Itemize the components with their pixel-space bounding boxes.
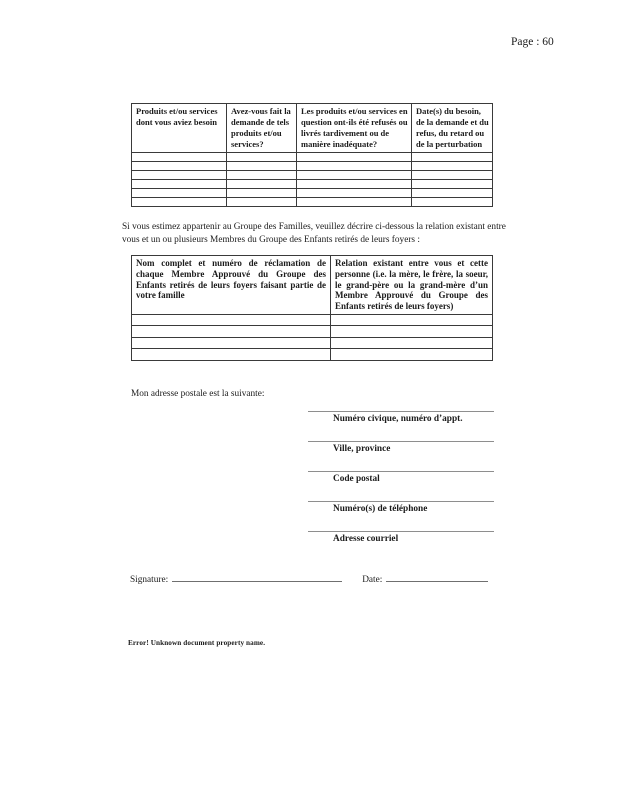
address-field-city-province <box>308 441 494 471</box>
signature-date-row <box>130 572 488 585</box>
empty-cell[interactable] <box>132 349 331 361</box>
empty-cell[interactable] <box>227 153 297 162</box>
products-services-table <box>131 103 493 207</box>
empty-cell[interactable] <box>297 162 412 171</box>
empty-row <box>132 180 493 189</box>
empty-row <box>132 171 493 180</box>
empty-cell[interactable] <box>297 153 412 162</box>
date-label: Date: <box>362 575 383 585</box>
column-header-member-name-claim: Nom complet et numéro de réclamation de chaque Membre Approuvé du Groupe des Enfants retirés de leurs foyers faisant partie de votre famille <box>132 256 331 315</box>
address-blank-line[interactable] <box>308 441 494 442</box>
empty-cell[interactable] <box>412 153 493 162</box>
column-header-relation: Relation existant entre vous et cette personne (i.e. la mère, le frère, la soeur, le grand-père ou la grand-mère d’un Membre Approuvé du Groupe des Enfants retirés de leurs foyers) <box>331 256 493 315</box>
signature-blank-line[interactable] <box>172 572 342 582</box>
empty-cell[interactable] <box>227 171 297 180</box>
address-field-label: Numéro(s) de téléphone <box>333 504 428 514</box>
signature-label: Signature: <box>130 575 169 585</box>
family-group-instruction: Si vous estimez appartenir au Groupe des Familles, veuillez décrire ci-dessous la relation existant entre vous et un ou plusieurs Membres du Groupe des Enfants retirés de leurs foyers : <box>122 222 506 245</box>
address-blank-line[interactable] <box>308 531 494 532</box>
empty-cell[interactable] <box>132 189 227 198</box>
address-blank-line[interactable] <box>308 471 494 472</box>
empty-cell[interactable] <box>331 314 493 326</box>
empty-cell[interactable] <box>297 171 412 180</box>
column-header-dates: Date(s) du besoin, de la demande et du refus, du retard ou de la perturbation <box>412 104 493 153</box>
document-property-error-text: Error! Unknown document property name. <box>128 639 266 647</box>
table-header-row <box>132 256 493 315</box>
empty-row <box>132 326 493 338</box>
empty-cell[interactable] <box>132 162 227 171</box>
empty-cell[interactable] <box>331 326 493 338</box>
address-blank-line[interactable] <box>308 411 494 412</box>
address-field-email <box>308 531 494 561</box>
empty-cell[interactable] <box>132 314 331 326</box>
address-field-label: Numéro civique, numéro d’appt. <box>333 414 463 424</box>
empty-cell[interactable] <box>227 180 297 189</box>
empty-cell[interactable] <box>412 171 493 180</box>
empty-cell[interactable] <box>132 171 227 180</box>
column-header-requested: Avez-vous fait la demande de tels produits et/ou services? <box>227 104 297 153</box>
family-relation-table <box>131 255 493 361</box>
empty-cell[interactable] <box>132 180 227 189</box>
family-relation-table-body <box>132 314 493 360</box>
empty-row <box>132 198 493 207</box>
empty-cell[interactable] <box>227 189 297 198</box>
postal-address-intro: Mon adresse postale est la suivante: <box>131 389 265 399</box>
page-number: Page : 60 <box>511 36 554 48</box>
empty-row <box>132 314 493 326</box>
empty-cell[interactable] <box>412 162 493 171</box>
empty-cell[interactable] <box>331 349 493 361</box>
empty-cell[interactable] <box>297 198 412 207</box>
address-field-label: Adresse courriel <box>333 534 399 544</box>
empty-cell[interactable] <box>132 198 227 207</box>
date-blank-line[interactable] <box>386 572 488 582</box>
empty-row <box>132 189 493 198</box>
address-blank-line[interactable] <box>308 501 494 502</box>
empty-cell[interactable] <box>227 198 297 207</box>
empty-cell[interactable] <box>132 337 331 349</box>
empty-cell[interactable] <box>412 189 493 198</box>
column-header-products-needed: Produits et/ou services dont vous aviez besoin <box>132 104 227 153</box>
empty-cell[interactable] <box>227 162 297 171</box>
address-field-postal-code <box>308 471 494 501</box>
empty-row <box>132 162 493 171</box>
empty-cell[interactable] <box>132 326 331 338</box>
empty-cell[interactable] <box>297 189 412 198</box>
empty-row <box>132 337 493 349</box>
column-header-refused-late: Les produits et/ou services en question ont-ils été refusés ou livrés tardivement ou de manière inadéquate? <box>297 104 412 153</box>
empty-cell[interactable] <box>412 180 493 189</box>
empty-cell[interactable] <box>331 337 493 349</box>
empty-row <box>132 153 493 162</box>
products-services-table-body <box>132 153 493 207</box>
empty-cell[interactable] <box>297 180 412 189</box>
empty-row <box>132 349 493 361</box>
postal-address-fields <box>308 411 494 561</box>
address-field-civic-number <box>308 411 494 441</box>
table-header-row <box>132 104 493 153</box>
address-field-phone <box>308 501 494 531</box>
address-field-label: Code postal <box>333 474 380 484</box>
empty-cell[interactable] <box>412 198 493 207</box>
empty-cell[interactable] <box>132 153 227 162</box>
address-field-label: Ville, province <box>333 444 391 454</box>
